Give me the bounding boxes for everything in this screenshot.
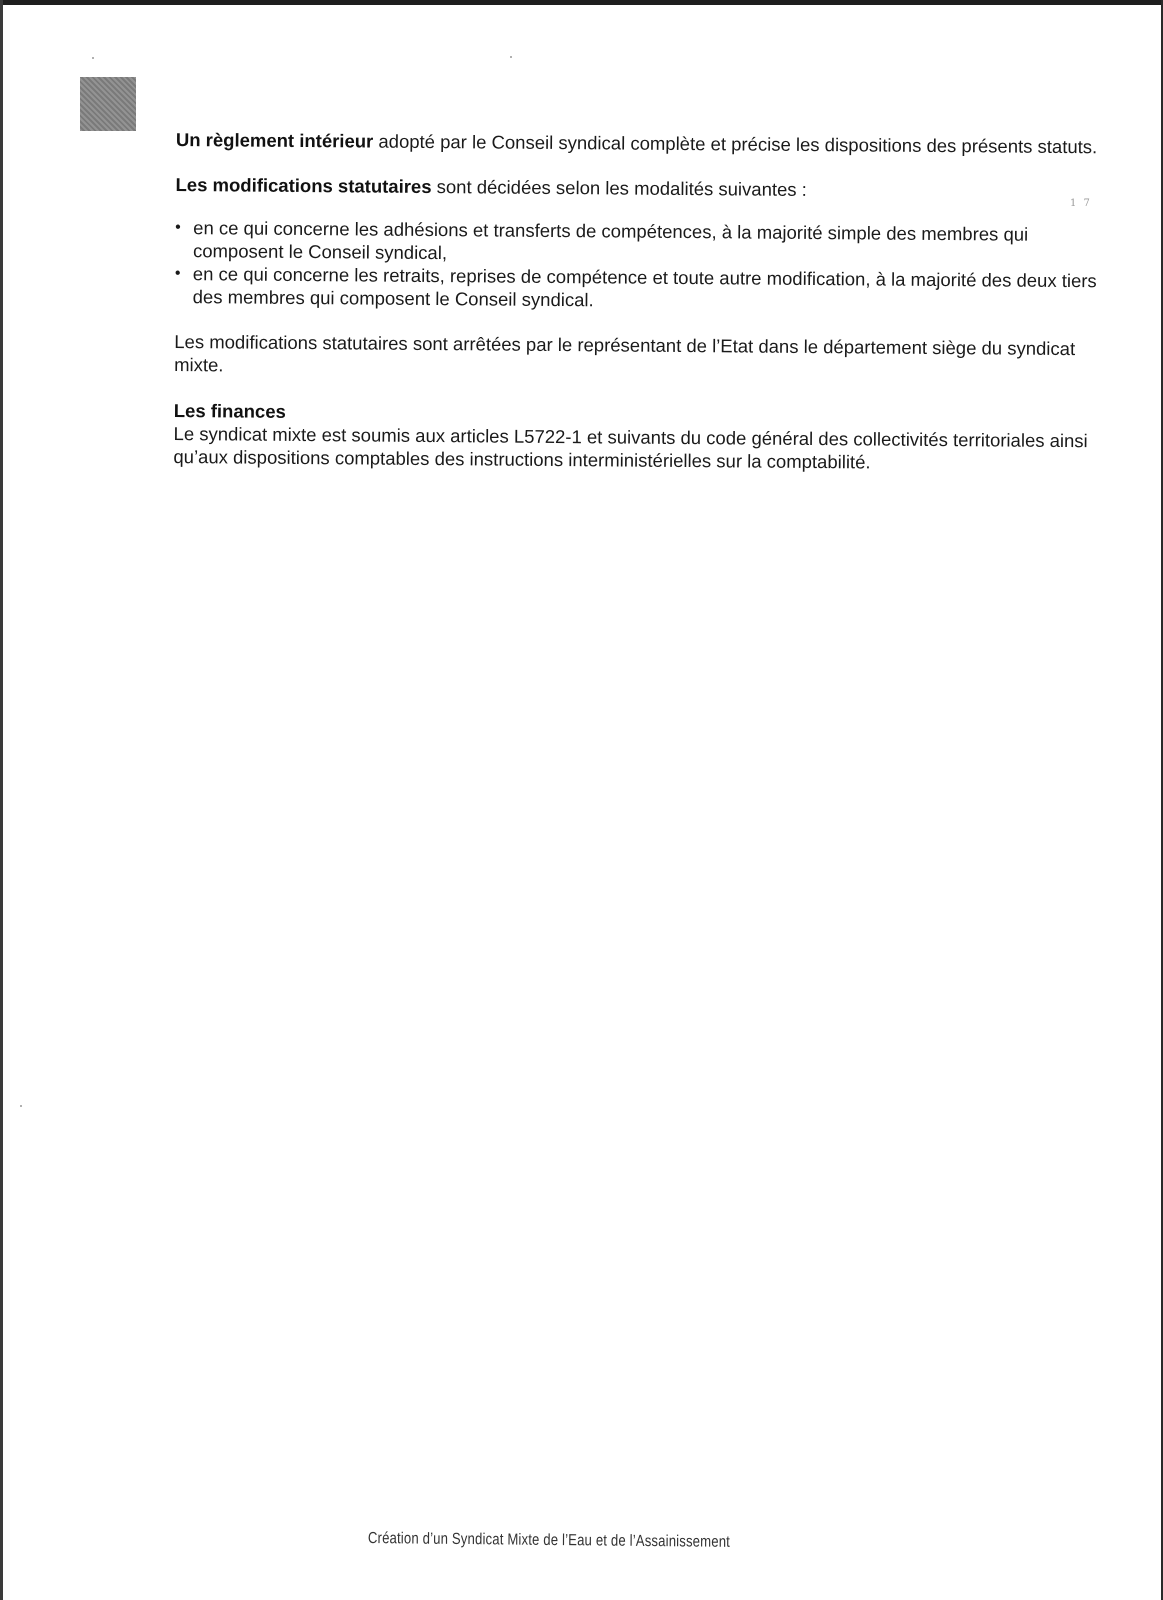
- scan-speck: [510, 56, 512, 58]
- paragraph-reglement: [176, 128, 1106, 158]
- finances-title: Les finances: [173, 399, 286, 422]
- bullet-icon: •: [174, 264, 181, 283]
- list-item: [175, 216, 1105, 269]
- scan-speck: [20, 1105, 22, 1107]
- scan-left-edge: [0, 0, 3, 1600]
- modifications-heading: Les modifications statutaires: [175, 173, 432, 198]
- list-item-text: en ce qui concerne les retraits, reprises de compétence et toute autre modification, à la majorité des deux tiers des membres qui composent le Conseil syndical.: [192, 263, 1097, 311]
- bullet-icon: •: [175, 218, 181, 237]
- page-marker: 1 7: [1070, 198, 1092, 209]
- document-body: [173, 128, 1106, 475]
- reglement-text: adopté par le Conseil syndical complète et précise les dispositions des présents statuts.: [373, 130, 1098, 158]
- paragraph-arretees: Les modifications statutaires sont arrêtées par le représentant de l’Etat dans le département siège du syndicat mixte.: [174, 330, 1076, 376]
- modifications-text: sont décidées selon les modalités suivantes :: [431, 176, 807, 200]
- scan-speck: [92, 57, 94, 59]
- modalities-list: [175, 216, 1106, 315]
- scan-top-edge: [0, 0, 1163, 5]
- list-item: [175, 262, 1105, 315]
- paragraph-modifications: [175, 173, 1105, 203]
- list-item-text: en ce qui concerne les adhésions et transferts de compétences, à la majorité simple des membres qui composent le Conseil syndical,: [192, 217, 1029, 264]
- reglement-heading: Un règlement intérieur: [175, 128, 374, 152]
- page-footer: Création d’un Syndicat Mixte de l’Eau et de l’Assainissement: [367, 1530, 731, 1551]
- finances-text: Le syndicat mixte est soumis aux articles L5722-1 et suivants du code général des collectivités territoriales ainsi qu’aux dispositions comptables des instructions interministérielles sur la comptabilité.: [173, 422, 1088, 473]
- scan-corner-mark: [80, 77, 136, 131]
